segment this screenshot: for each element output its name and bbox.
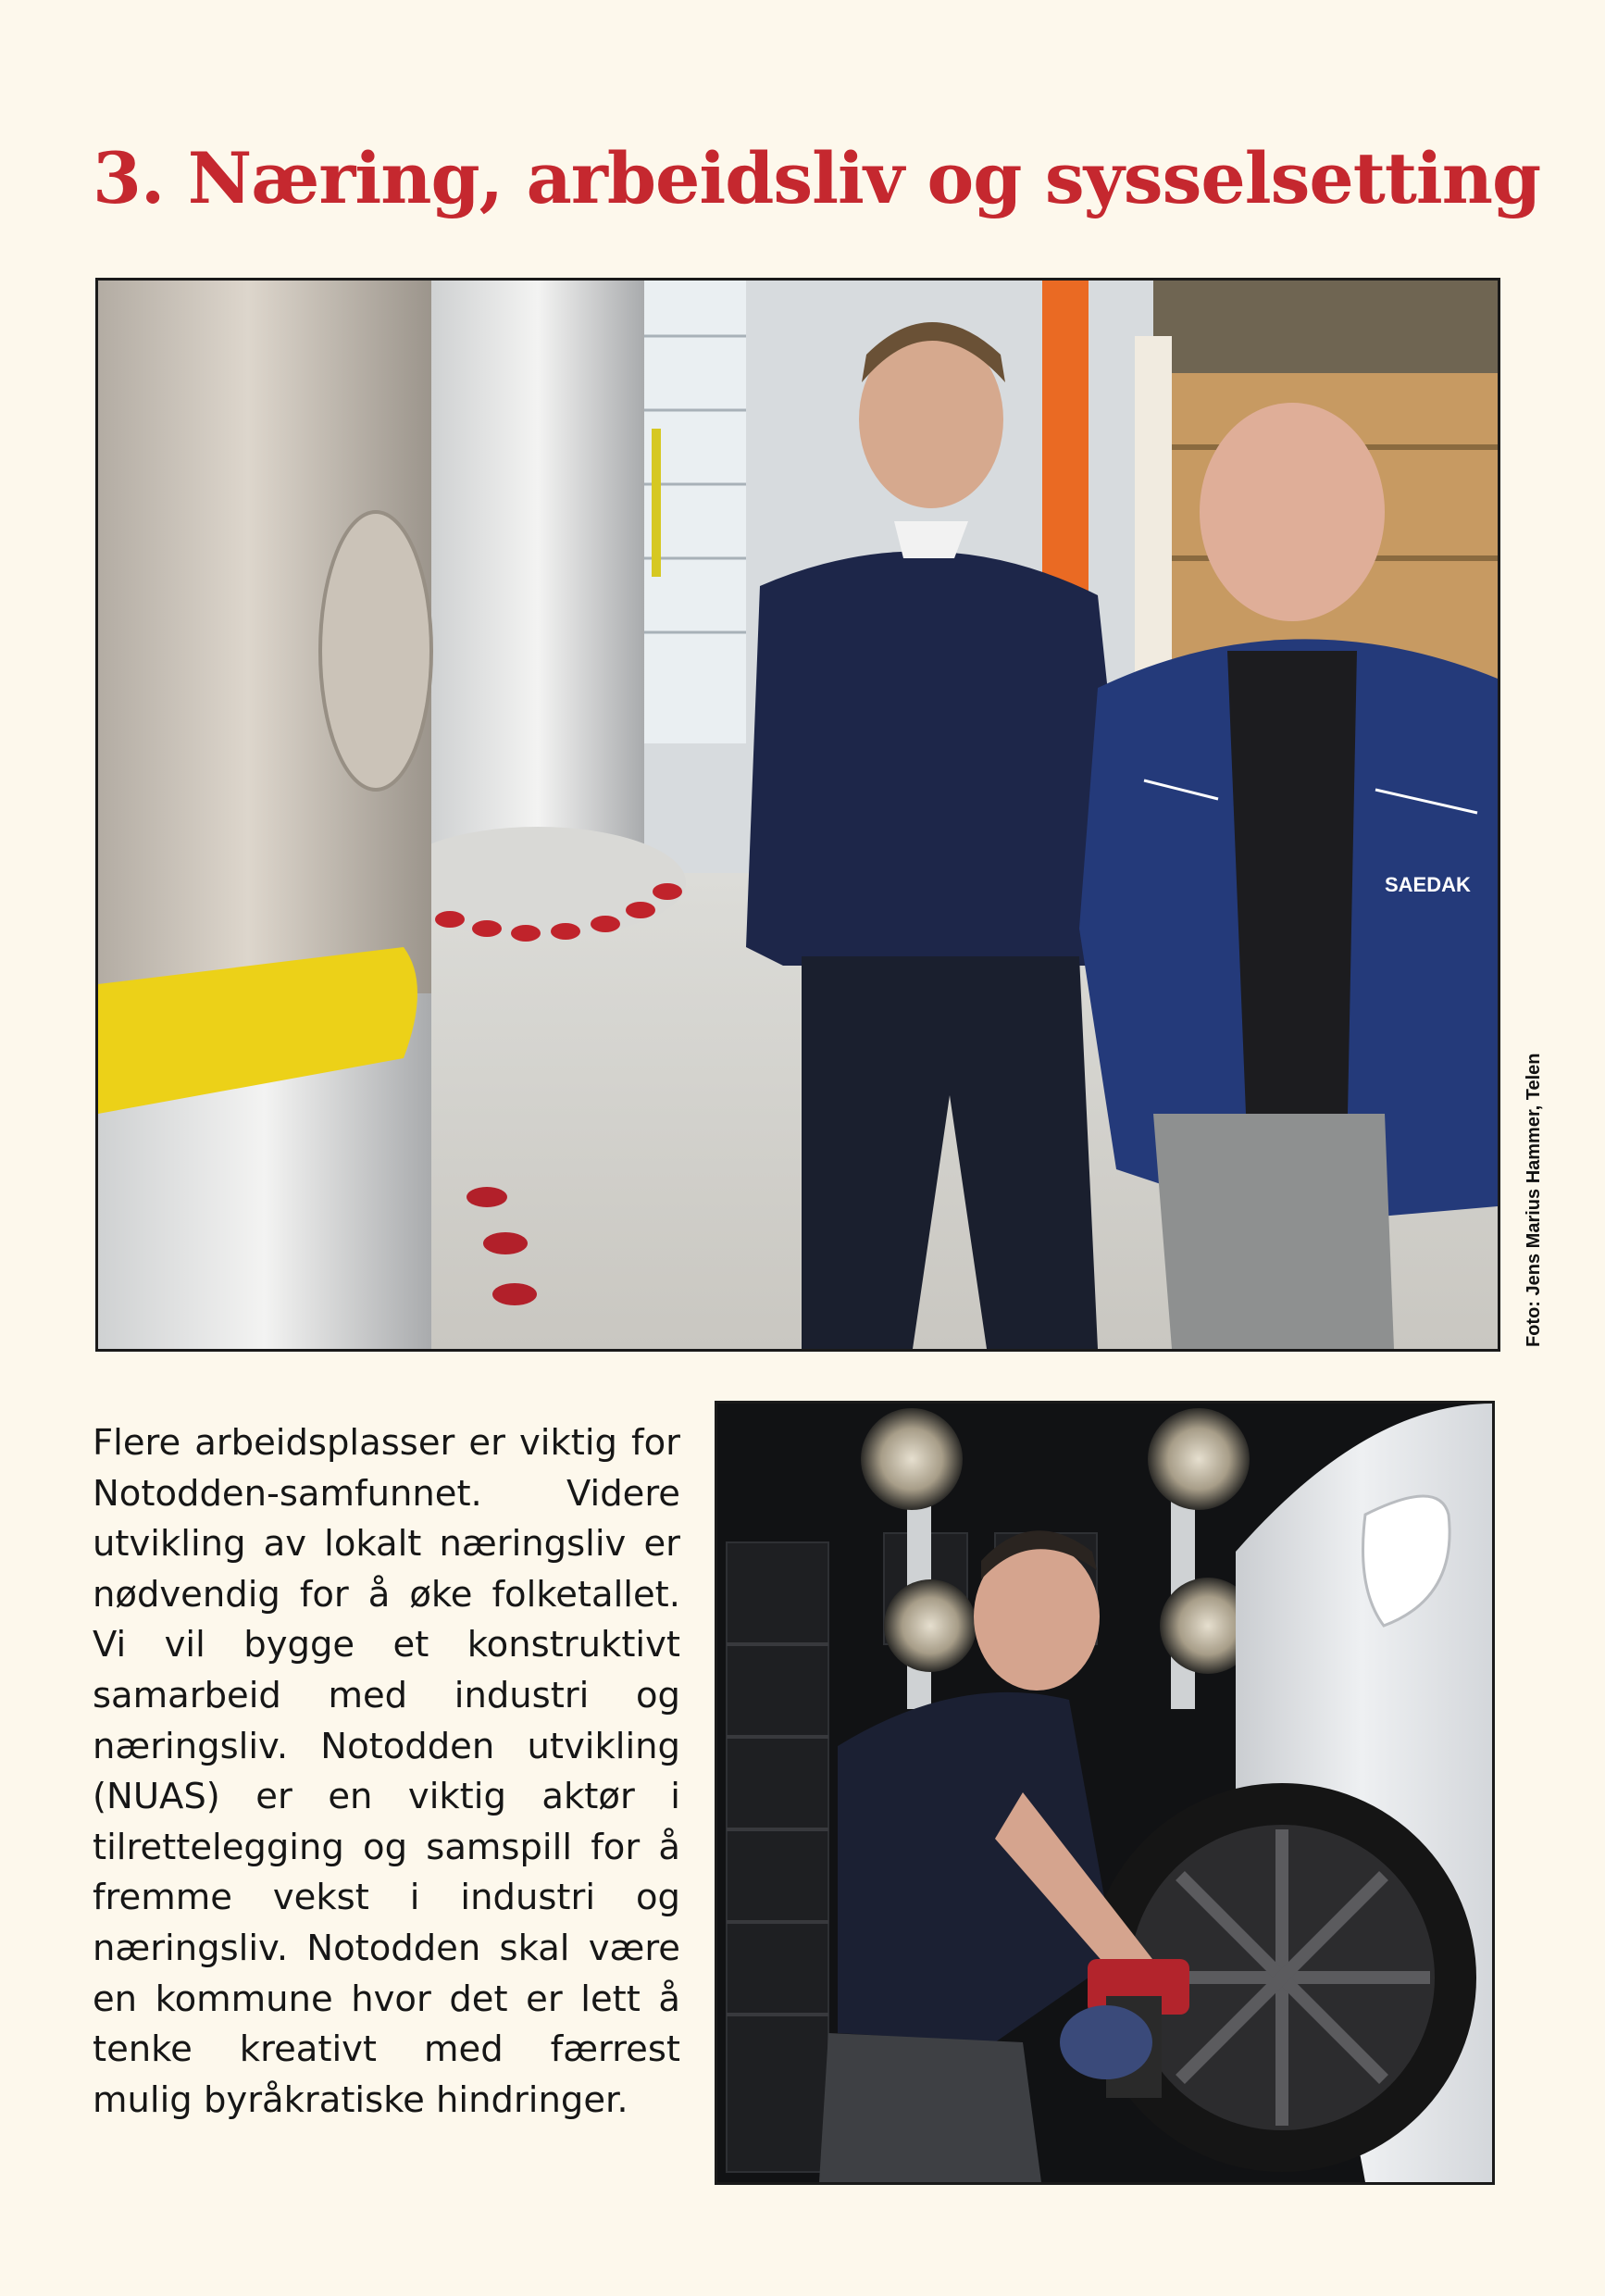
page-title: 3. Næring, arbeidsliv og sysselsetting xyxy=(93,137,1541,219)
photo-factory-visit xyxy=(95,278,1500,1352)
photo-credit: Foto: Jens Marius Hammer, Telen xyxy=(1524,1053,1544,1347)
photo-tire-change xyxy=(715,1401,1495,2185)
body-text: Flere arbeidsplasser er viktig for Notodden-samfunnet. Videre utvikling av lokalt næringsliv er nødvendig for å øke folketallet. Vi vil bygge et konstruktivt samarbeid med industri og næringsliv. Notodden utvikling (NUAS) er en viktig aktør i tilrettelegging og samspill for å fremme vekst i industri og næringsliv. Notodden skal være en kommune hvor det er lett å tenke kreativt med færrest mulig byråkratiske hindringer. xyxy=(93,1422,680,2121)
jacket-logo: SAEDAK xyxy=(1385,873,1471,896)
